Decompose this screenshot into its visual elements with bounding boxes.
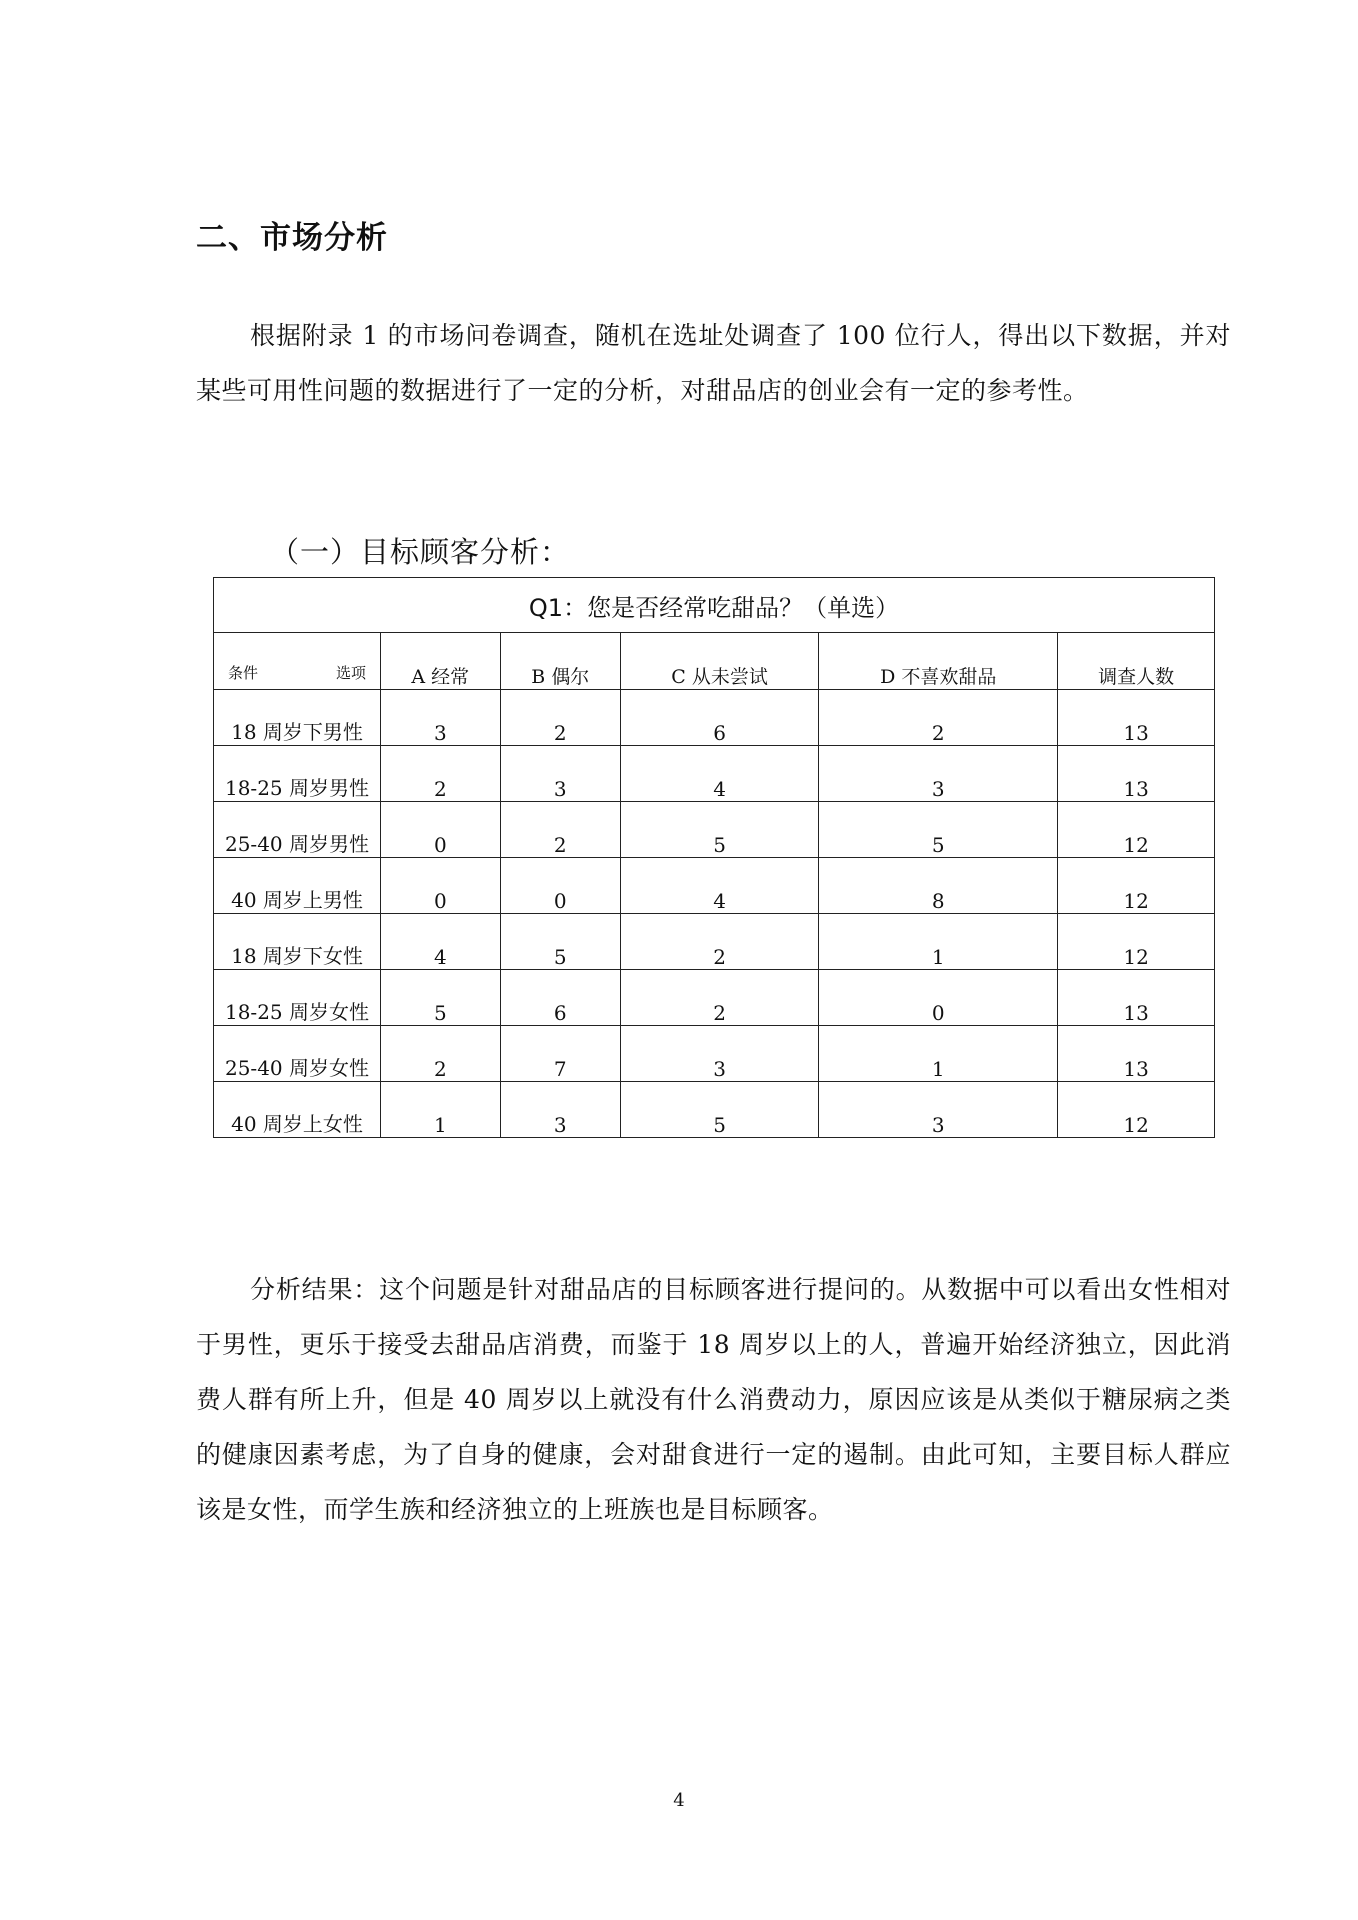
table-cell: 0 [819, 970, 1058, 1026]
table-row [214, 1082, 1215, 1138]
table-cell: 1 [381, 1082, 501, 1138]
table-cell: 3 [819, 746, 1058, 802]
page-number: 4 [673, 1790, 685, 1811]
table-cell: 12 [1058, 802, 1215, 858]
table-cell: 6 [620, 690, 819, 746]
table-cell: 12 [1058, 914, 1215, 970]
row-label: 40 周岁上女性 [214, 1082, 381, 1138]
survey-table [213, 577, 1215, 1138]
column-header: D 不喜欢甜品 [819, 633, 1058, 690]
section-heading: 二、市场分析 [196, 220, 388, 256]
table-cell: 4 [381, 914, 501, 970]
row-label: 18-25 周岁女性 [214, 970, 381, 1026]
table-cell: 1 [819, 914, 1058, 970]
table-cell: 2 [381, 1026, 501, 1082]
table-cell: 5 [500, 914, 620, 970]
table-cell: 2 [620, 970, 819, 1026]
table-cell: 3 [500, 1082, 620, 1138]
table-cell: 6 [500, 970, 620, 1026]
table-cell: 3 [819, 1082, 1058, 1138]
table-cell: 7 [500, 1026, 620, 1082]
table-row [214, 1026, 1215, 1082]
table-cell: 12 [1058, 858, 1215, 914]
row-label: 40 周岁上男性 [214, 858, 381, 914]
table-cell: 13 [1058, 746, 1215, 802]
table-row [214, 802, 1215, 858]
table-cell: 5 [819, 802, 1058, 858]
analysis-paragraph: 分析结果：这个问题是针对甜品店的目标顾客进行提问的。从数据中可以看出女性相对于男性，更乐于接受去甜品店消费，而鉴于 18 周岁以上的人，普遍开始经济独立，因此消费人群有所上升，但是 40 周岁以上就没有什么消费动力，原因应该是从类似于糖尿病之类的健康因素考虑，为了自身的健康，会对甜食进行一定的遏制。由此可知，主要目标人群应该是女性，而学生族和经济独立的上班族也是目标顾客。 [196, 1275, 1231, 1524]
table-cell: 0 [500, 858, 620, 914]
table-row [214, 746, 1215, 802]
table-cell: 5 [620, 1082, 819, 1138]
table-cell: 3 [500, 746, 620, 802]
corner-label-option: 选项 [335, 664, 366, 682]
table-cell: 5 [620, 802, 819, 858]
row-label: 18 周岁下男性 [214, 690, 381, 746]
table-corner-cell [214, 633, 381, 690]
intro-paragraph: 根据附录 1 的市场问卷调查，随机在选址处调查了 100 位行人，得出以下数据，并对某些可用性问题的数据进行了一定的分析，对甜品店的创业会有一定的参考性。 [196, 321, 1231, 405]
column-header: A 经常 [381, 633, 501, 690]
table-cell: 0 [381, 858, 501, 914]
table-row [214, 914, 1215, 970]
table-row [214, 970, 1215, 1026]
column-header: B 偶尔 [500, 633, 620, 690]
table-cell: 3 [620, 1026, 819, 1082]
table-cell: 3 [381, 690, 501, 746]
table-header-row [214, 633, 1215, 690]
table-cell: 2 [381, 746, 501, 802]
table-cell: 13 [1058, 690, 1215, 746]
table-cell: 4 [620, 746, 819, 802]
table-cell: 2 [620, 914, 819, 970]
table-cell: 5 [381, 970, 501, 1026]
corner-label-condition: 条件 [228, 664, 259, 682]
table-caption-row [214, 578, 1215, 633]
table-cell: 2 [819, 690, 1058, 746]
table-cell: 13 [1058, 970, 1215, 1026]
column-header: C 从未尝试 [620, 633, 819, 690]
table-row [214, 858, 1215, 914]
table-cell: 12 [1058, 1082, 1215, 1138]
table-cell: 1 [819, 1026, 1058, 1082]
table-cell: 0 [381, 802, 501, 858]
table-cell: 4 [620, 858, 819, 914]
row-label: 25-40 周岁女性 [214, 1026, 381, 1082]
column-header: 调查人数 [1058, 633, 1215, 690]
subsection-heading: （一）目标顾客分析： [270, 535, 571, 569]
row-label: 18 周岁下女性 [214, 914, 381, 970]
table-cell: 2 [500, 802, 620, 858]
table-caption: Q1：您是否经常吃甜品？（单选） [214, 578, 1215, 633]
table-cell: 8 [819, 858, 1058, 914]
table-cell: 2 [500, 690, 620, 746]
row-label: 18-25 周岁男性 [214, 746, 381, 802]
table-row [214, 690, 1215, 746]
table-cell: 13 [1058, 1026, 1215, 1082]
row-label: 25-40 周岁男性 [214, 802, 381, 858]
